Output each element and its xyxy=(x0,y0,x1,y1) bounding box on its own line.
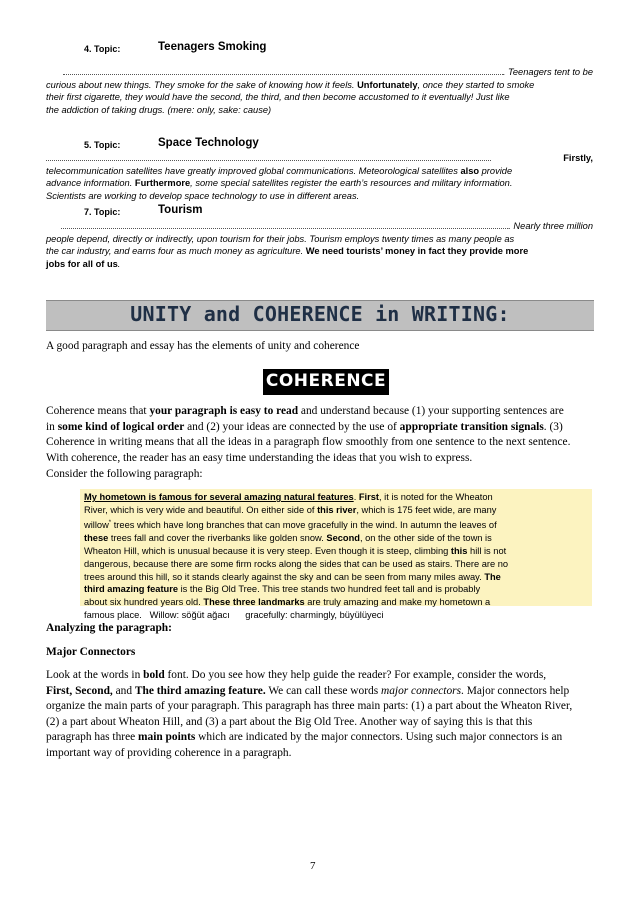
topic-4-line3: their first cigarette, they would have the second, the third, and then become accustomed to it eventually! Just like xyxy=(46,92,510,103)
major-connectors-heading: Major Connectors xyxy=(46,646,136,658)
sample-text: , on the other side of the town is xyxy=(359,532,492,543)
analysis-bold: bold xyxy=(143,669,165,681)
topic-4-line1-tail: . Teenagers tent to be xyxy=(502,67,593,77)
sample-bold: these xyxy=(84,532,109,543)
topic-7-bold: We need tourists’ money in fact they provide more xyxy=(305,246,529,257)
sample-bold: this xyxy=(450,545,468,556)
sample-text: is the Big Old Tree. This tree stands two hundred feet tall and is probably xyxy=(178,584,481,595)
coh-text: and understand because (1) your supporting sentences are xyxy=(298,405,564,417)
analysis-text: font. Do you see how they help guide the reader? For example, consider the words, xyxy=(164,669,547,681)
topic-4-line2: curious about new things. They smoke for the sake of knowing how it feels. xyxy=(46,79,358,90)
sample-text: about six hundred years old. xyxy=(84,597,204,608)
topic-7-bold-2: jobs for all of us xyxy=(46,258,118,269)
topic-4-bold: Unfortunately xyxy=(357,79,418,90)
analysis-text: (2) a part about Wheaton Hill, and (3) a part about the Big Old Tree. Another way of saying this is that this xyxy=(46,715,533,728)
sample-text: trees around this hill, so it stands clearly against the sky and can be seen from many miles away. xyxy=(84,571,485,582)
coh-text: . (3) xyxy=(543,420,563,433)
page-number: 7 xyxy=(310,860,316,872)
sample-text: famous place. Willow: söğüt ağacı gracefully: charmingly, büyülüyeci xyxy=(84,610,384,621)
coherence-paragraph xyxy=(46,404,593,466)
sample-text: , it is noted for the Wheaton xyxy=(379,492,493,502)
topic-7-line4-tail: . xyxy=(117,258,121,269)
topic-5-line4: Scientists are working to develop space technology to use in different areas. xyxy=(46,190,360,201)
footnote-mark: * xyxy=(108,519,112,526)
analysis-bold: First, Second, xyxy=(46,684,113,697)
topic-5-line2: telecommunication satellites have greatly improved global communications. Meteorological satellites xyxy=(46,165,461,176)
topic-5-line2-tail: provide xyxy=(479,165,513,176)
sample-bold: These three landmarks xyxy=(203,597,305,608)
intro-text: A good paragraph and essay has the elements of unity and coherence xyxy=(46,340,360,352)
sample-text: willow xyxy=(84,519,109,530)
sample-text: hill is not xyxy=(467,545,507,556)
analysis-text: paragraph has three xyxy=(46,731,139,744)
topic-5-bold-furthermore: Furthermore xyxy=(134,178,191,189)
coh-text: Coherence means that xyxy=(46,405,150,417)
analysis-text: We can call these words xyxy=(265,684,381,697)
analysis-text: . Major connectors help xyxy=(461,684,570,697)
sample-text: Wheaton Hill, which is unusual because it is very steep. Even though it is steep, climbing xyxy=(84,545,451,556)
sample-text: , which is 175 feet wide, are many xyxy=(356,504,497,515)
connector-third: third amazing feature xyxy=(84,584,179,595)
analysis-text: important way of providing coherence in a paragraph. xyxy=(46,746,292,759)
topic-4-line4: the addiction of taking drugs. (mere: only, sake: cause) xyxy=(46,104,272,115)
topic-7-line1-tail: . Nearly three million xyxy=(508,221,593,231)
topic-7-label: 7. Topic: xyxy=(84,207,121,217)
sample-text: River, which is very wide and beautiful. On either side of xyxy=(84,504,318,515)
coh-text: With coherence, the reader has an easy time understanding the ideas that you wish to express. xyxy=(46,451,473,464)
sample-text: trees which have long branches that can move gracefully in the wind. In autumn the leaves of xyxy=(111,519,497,530)
blank-line xyxy=(61,220,508,229)
sample-text: trees fall and cover the riverbanks like golden snow. xyxy=(108,532,327,543)
analysis-bold: main points xyxy=(138,731,196,744)
connector-first: First xyxy=(358,492,380,502)
blank-line xyxy=(46,152,491,161)
analysis-text: and xyxy=(112,684,135,697)
coh-text: in xyxy=(46,420,58,433)
topic-7-line2: people depend, directly or indirectly, upon tourism for their jobs. Tourism employs twenty times as many people as xyxy=(46,233,515,244)
analysis-bold: The third amazing feature. xyxy=(134,684,266,697)
topic-5-line3a: advance information. xyxy=(46,178,135,189)
coh-bold: appropriate transition signals xyxy=(399,420,544,433)
sample-text: are truly amazing and make my hometown a xyxy=(304,597,491,608)
analyzing-heading: Analyzing the paragraph: xyxy=(46,622,172,634)
sample-bold: this river xyxy=(317,504,357,515)
topic-5-label: 5. Topic: xyxy=(84,140,121,150)
analysis-text: which are indicated by the major connectors. Using such major connectors is an xyxy=(195,731,563,744)
connector-second: Second xyxy=(326,532,360,543)
topic-7-line3a: the car industry, and earns four as much money as agriculture. xyxy=(46,246,306,257)
coh-bold: some kind of logical order xyxy=(57,420,185,433)
sample-paragraph xyxy=(84,491,590,622)
analysis-italic: major connectors xyxy=(380,684,462,697)
topic-4-paragraph xyxy=(46,66,593,116)
coherence-label: COHERENCE xyxy=(265,371,387,391)
topic-5-bold-also: also xyxy=(460,165,480,176)
topic-5-title: Space Technology xyxy=(158,137,259,149)
sample-text: . xyxy=(353,492,359,502)
topic-5-paragraph xyxy=(46,152,593,202)
blank-line xyxy=(63,66,503,75)
coh-text: Coherence in writing means that all the ideas in a paragraph flow smoothly from one sentence to the next sentence. xyxy=(46,436,571,449)
analysis-paragraph xyxy=(46,668,593,762)
section-heading: UNITY and COHERENCE in WRITING: xyxy=(130,302,510,326)
topic-4-line2-tail: , once they started to smoke xyxy=(417,79,535,90)
analysis-text: Look at the words in xyxy=(46,669,144,681)
topic-5-line3b: , some special satellites register the earth’s resources and military information. xyxy=(190,178,513,189)
coh-bold: your paragraph is easy to read xyxy=(149,405,299,417)
topic-4-title: Teenagers Smoking xyxy=(158,41,267,53)
analysis-text: organize the main parts of your paragraph. This paragraph has three main parts: (1) a part about the Wheaton River, xyxy=(46,700,573,713)
topic-sentence: My hometown is famous for several amazing natural features xyxy=(84,492,354,502)
consider-text: Consider the following paragraph: xyxy=(46,468,203,480)
topic-7-title: Tourism xyxy=(158,204,203,216)
topic-7-paragraph xyxy=(46,220,593,270)
connector-third: The xyxy=(484,571,501,582)
topic-4-label: 4. Topic: xyxy=(84,44,121,54)
topic-5-line1-tail: Firstly, xyxy=(563,153,593,163)
sample-text: dangerous, because there are some firm rocks along the sides that can be used as stairs. There are no xyxy=(84,558,509,569)
coh-text: and (2) your ideas are connected by the use of xyxy=(184,420,400,433)
